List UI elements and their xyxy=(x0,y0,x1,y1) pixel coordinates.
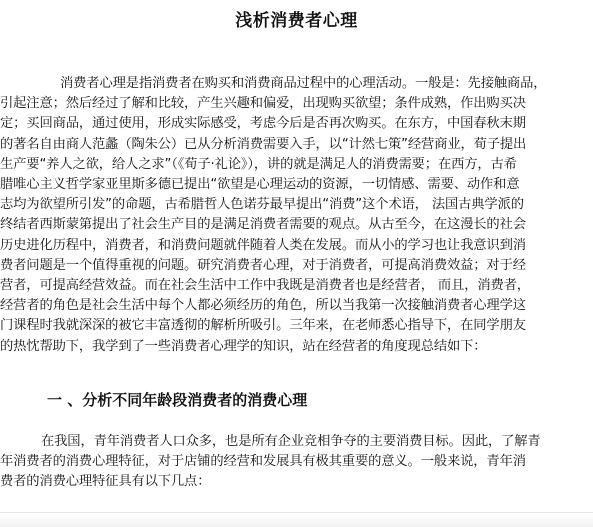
paragraph-line: 终结者西斯蒙第提出了社会生产目的是满足消费者需要的观点。从古至今，在这漫长的社会 xyxy=(0,217,526,233)
paragraph-line: 费者问题是一个值得重视的问题。研究消费者心理，对于消费者，可提高消费效益；对于经 xyxy=(0,257,526,273)
section-heading: 一 、分析不同年龄段消费者的消费心理 xyxy=(47,391,308,409)
paragraph-line: 生产要“养人之欲，给人之求”（《荀子·礼论》），讲的就是满足人的消费需要；在西方，古希 xyxy=(0,156,517,172)
paragraph-line: 门课程时我就深深的被它丰富透彻的解析所吸引。三年来，在老师悉心指导下，在同学朋友 xyxy=(0,318,526,334)
paragraph-line: 在我国，青年消费者人口众多，也是所有企业竞相争夺的主要消费目标。因此，了解青 xyxy=(41,434,541,449)
paragraph-line: 的热忱帮助下，我学到了一些消费者心理学的知识，站在经营者的角度现总结如下： xyxy=(0,338,487,354)
page-bottom-edge xyxy=(0,512,593,527)
paragraph-line: 历史进化历程中，消费者，和消费问题就伴随着人类在发展。而从小的学习也让我意识到消 xyxy=(0,237,526,253)
paragraph-line: 腊唯心主义哲学家亚里斯多德已提出“欲望是心理运动的资源，一切情感、需要、动作和意 xyxy=(0,177,520,193)
paragraph-line: 的著名自由商人范蠡（陶朱公）已从分析消费需要入手，以“计然七策”经营商业，荀子提出 xyxy=(0,136,527,152)
paragraph-line: 营者，可提高经营效益。而在社会生活中工作中我既是消费者也是经营者， 而且，消费者， xyxy=(0,278,530,294)
paragraph-line: 费者的消费心理特征具有以下几点： xyxy=(0,474,211,490)
paragraph-line: 年消费者的消费心理特征，对于店铺的经营和发展具有极其重要的意义。一般来说，青年消 xyxy=(0,454,526,470)
paragraph-line: 引起注意；然后经过了解和比较，产生兴趣和偏爱，出现购买欲望；条件成熟，作出购买决 xyxy=(0,96,526,112)
paragraph-line: 定；买回商品，通过使用，形成实际感受，考虑今后是否再次购买。在东方，中国春秋末期 xyxy=(0,116,526,132)
document-title: 浅析消费者心理 xyxy=(235,11,358,31)
intro-paragraph xyxy=(0,74,546,357)
section-paragraph xyxy=(0,432,541,493)
paragraph-line: 志均为欲望所引发”的命题，古希腊哲人色诺芬最早提出“消费”这个术语， 法国古典学派的 xyxy=(0,197,524,213)
paragraph-line: 消费者心理是指消费者在购买和消费商品过程中的心理活动。一般是：先接触商品， xyxy=(60,76,547,91)
paragraph-line: 经营者的角色是社会生活中每个人都必须经历的角色，所以当我第一次接触消费者心理学这 xyxy=(0,298,526,314)
